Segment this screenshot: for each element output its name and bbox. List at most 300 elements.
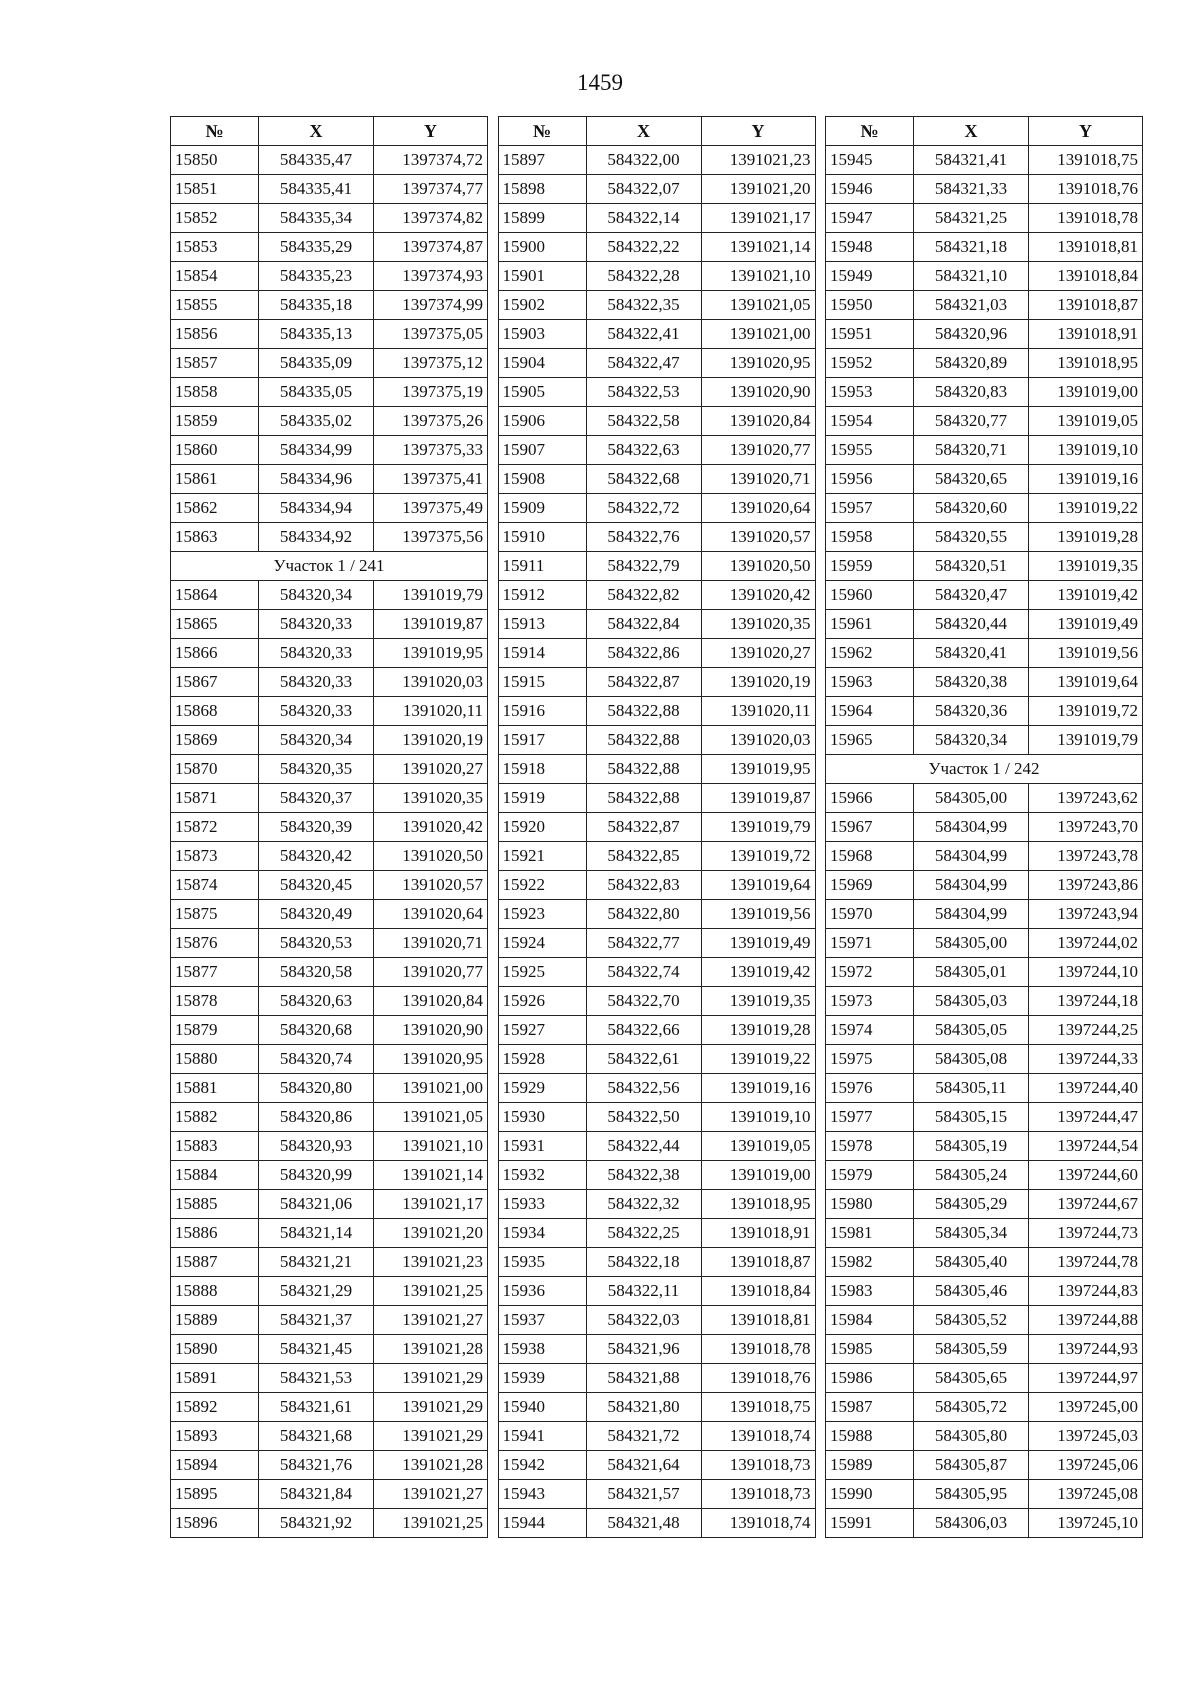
x-coordinate: 584322,03 xyxy=(586,1306,701,1335)
x-coordinate: 584305,59 xyxy=(914,1335,1029,1364)
point-number: 15936 xyxy=(498,1277,586,1306)
y-coordinate: 1391020,11 xyxy=(374,697,488,726)
x-coordinate: 584322,79 xyxy=(586,552,701,581)
point-number: 15903 xyxy=(498,320,586,349)
table-row xyxy=(171,204,488,233)
point-number: 15978 xyxy=(826,1132,914,1161)
y-coordinate: 1391018,81 xyxy=(1029,233,1143,262)
table-row xyxy=(498,1364,815,1393)
y-coordinate: 1391019,87 xyxy=(374,610,488,639)
y-coordinate: 1391021,25 xyxy=(374,1277,488,1306)
page-number: 1459 xyxy=(577,70,623,95)
table-row xyxy=(826,1364,1143,1393)
point-number: 15891 xyxy=(171,1364,259,1393)
y-coordinate: 1391018,95 xyxy=(701,1190,815,1219)
point-number: 15862 xyxy=(171,494,259,523)
point-number: 15864 xyxy=(171,581,259,610)
y-coordinate: 1391018,73 xyxy=(701,1451,815,1480)
table-row xyxy=(826,987,1143,1016)
x-coordinate: 584322,88 xyxy=(586,726,701,755)
table-row xyxy=(826,1190,1143,1219)
y-coordinate: 1391020,35 xyxy=(374,784,488,813)
point-number: 15921 xyxy=(498,842,586,871)
point-number: 15960 xyxy=(826,581,914,610)
y-coordinate: 1397375,12 xyxy=(374,349,488,378)
x-coordinate: 584321,64 xyxy=(586,1451,701,1480)
point-number: 15923 xyxy=(498,900,586,929)
y-coordinate: 1391019,16 xyxy=(1029,465,1143,494)
x-coordinate: 584320,33 xyxy=(259,697,374,726)
table-row xyxy=(171,262,488,291)
header-x: X xyxy=(586,117,701,146)
x-coordinate: 584305,34 xyxy=(914,1219,1029,1248)
y-coordinate: 1397244,73 xyxy=(1029,1219,1143,1248)
table-row xyxy=(498,1451,815,1480)
y-coordinate: 1397375,05 xyxy=(374,320,488,349)
y-coordinate: 1397244,10 xyxy=(1029,958,1143,987)
table-row xyxy=(171,755,488,784)
x-coordinate: 584305,00 xyxy=(914,784,1029,813)
point-number: 15919 xyxy=(498,784,586,813)
point-number: 15928 xyxy=(498,1045,586,1074)
point-number: 15873 xyxy=(171,842,259,871)
point-number: 15859 xyxy=(171,407,259,436)
table-row xyxy=(826,407,1143,436)
table-row xyxy=(171,465,488,494)
y-coordinate: 1397374,93 xyxy=(374,262,488,291)
point-number: 15926 xyxy=(498,987,586,1016)
y-coordinate: 1391019,10 xyxy=(701,1103,815,1132)
point-number: 15953 xyxy=(826,378,914,407)
x-coordinate: 584304,99 xyxy=(914,842,1029,871)
x-coordinate: 584320,83 xyxy=(914,378,1029,407)
y-coordinate: 1391021,20 xyxy=(374,1219,488,1248)
point-number: 15884 xyxy=(171,1161,259,1190)
point-number: 15964 xyxy=(826,697,914,726)
y-coordinate: 1391019,56 xyxy=(701,900,815,929)
y-coordinate: 1391021,25 xyxy=(374,1509,488,1538)
y-coordinate: 1391020,50 xyxy=(374,842,488,871)
x-coordinate: 584305,40 xyxy=(914,1248,1029,1277)
point-number: 15934 xyxy=(498,1219,586,1248)
x-coordinate: 584335,34 xyxy=(259,204,374,233)
x-coordinate: 584321,03 xyxy=(914,291,1029,320)
x-coordinate: 584322,66 xyxy=(586,1016,701,1045)
table-row xyxy=(498,958,815,987)
point-number: 15899 xyxy=(498,204,586,233)
x-coordinate: 584322,63 xyxy=(586,436,701,465)
x-coordinate: 584322,47 xyxy=(586,349,701,378)
y-coordinate: 1391019,00 xyxy=(701,1161,815,1190)
x-coordinate: 584305,05 xyxy=(914,1016,1029,1045)
y-coordinate: 1391018,74 xyxy=(701,1509,815,1538)
point-number: 15917 xyxy=(498,726,586,755)
y-coordinate: 1397244,83 xyxy=(1029,1277,1143,1306)
y-coordinate: 1391018,76 xyxy=(701,1364,815,1393)
x-coordinate: 584321,10 xyxy=(914,262,1029,291)
point-number: 15877 xyxy=(171,958,259,987)
y-coordinate: 1391019,79 xyxy=(374,581,488,610)
x-coordinate: 584322,28 xyxy=(586,262,701,291)
table-row xyxy=(826,1277,1143,1306)
point-number: 15875 xyxy=(171,900,259,929)
table-row xyxy=(826,233,1143,262)
x-coordinate: 584322,85 xyxy=(586,842,701,871)
table-row xyxy=(171,1219,488,1248)
point-number: 15983 xyxy=(826,1277,914,1306)
table-row xyxy=(498,581,815,610)
x-coordinate: 584321,48 xyxy=(586,1509,701,1538)
y-coordinate: 1391021,14 xyxy=(374,1161,488,1190)
point-number: 15892 xyxy=(171,1393,259,1422)
y-coordinate: 1397243,62 xyxy=(1029,784,1143,813)
x-coordinate: 584322,00 xyxy=(586,146,701,175)
y-coordinate: 1391021,28 xyxy=(374,1335,488,1364)
x-coordinate: 584305,52 xyxy=(914,1306,1029,1335)
point-number: 15925 xyxy=(498,958,586,987)
point-number: 15870 xyxy=(171,755,259,784)
point-number: 15935 xyxy=(498,1248,586,1277)
y-coordinate: 1391019,64 xyxy=(1029,668,1143,697)
y-coordinate: 1391020,84 xyxy=(701,407,815,436)
point-number: 15989 xyxy=(826,1451,914,1480)
y-coordinate: 1397244,18 xyxy=(1029,987,1143,1016)
point-number: 15878 xyxy=(171,987,259,1016)
point-number: 15952 xyxy=(826,349,914,378)
coordinate-table xyxy=(498,116,816,1538)
x-coordinate: 584321,33 xyxy=(914,175,1029,204)
point-number: 15972 xyxy=(826,958,914,987)
y-coordinate: 1391021,28 xyxy=(374,1451,488,1480)
y-coordinate: 1391019,35 xyxy=(1029,552,1143,581)
point-number: 15860 xyxy=(171,436,259,465)
y-coordinate: 1397243,86 xyxy=(1029,871,1143,900)
x-coordinate: 584320,38 xyxy=(914,668,1029,697)
table-row xyxy=(171,1393,488,1422)
x-coordinate: 584321,76 xyxy=(259,1451,374,1480)
x-coordinate: 584304,99 xyxy=(914,813,1029,842)
point-number: 15855 xyxy=(171,291,259,320)
y-coordinate: 1397244,54 xyxy=(1029,1132,1143,1161)
point-number: 15856 xyxy=(171,320,259,349)
table-row xyxy=(171,1306,488,1335)
x-coordinate: 584322,87 xyxy=(586,668,701,697)
point-number: 15943 xyxy=(498,1480,586,1509)
y-coordinate: 1391018,87 xyxy=(701,1248,815,1277)
table-row xyxy=(171,1480,488,1509)
y-coordinate: 1391020,71 xyxy=(374,929,488,958)
table-row xyxy=(826,552,1143,581)
y-coordinate: 1391021,00 xyxy=(701,320,815,349)
table-row xyxy=(498,871,815,900)
table-row xyxy=(171,1422,488,1451)
x-coordinate: 584320,44 xyxy=(914,610,1029,639)
x-coordinate: 584321,45 xyxy=(259,1335,374,1364)
y-coordinate: 1391018,75 xyxy=(1029,146,1143,175)
x-coordinate: 584320,36 xyxy=(914,697,1029,726)
point-number: 15970 xyxy=(826,900,914,929)
x-coordinate: 584320,71 xyxy=(914,436,1029,465)
y-coordinate: 1397375,49 xyxy=(374,494,488,523)
y-coordinate: 1391019,49 xyxy=(1029,610,1143,639)
y-coordinate: 1391020,64 xyxy=(374,900,488,929)
point-number: 15907 xyxy=(498,436,586,465)
table-row xyxy=(171,1364,488,1393)
point-number: 15874 xyxy=(171,871,259,900)
x-coordinate: 584322,44 xyxy=(586,1132,701,1161)
table-row xyxy=(826,726,1143,755)
point-number: 15932 xyxy=(498,1161,586,1190)
table-row xyxy=(171,813,488,842)
table-row xyxy=(498,1219,815,1248)
x-coordinate: 584320,33 xyxy=(259,610,374,639)
point-number: 15981 xyxy=(826,1219,914,1248)
y-coordinate: 1391020,03 xyxy=(374,668,488,697)
y-coordinate: 1391018,91 xyxy=(1029,320,1143,349)
point-number: 15887 xyxy=(171,1248,259,1277)
point-number: 15888 xyxy=(171,1277,259,1306)
point-number: 15985 xyxy=(826,1335,914,1364)
table-row xyxy=(826,639,1143,668)
y-coordinate: 1391019,56 xyxy=(1029,639,1143,668)
point-number: 15950 xyxy=(826,291,914,320)
table-row xyxy=(498,1509,815,1538)
x-coordinate: 584322,07 xyxy=(586,175,701,204)
x-coordinate: 584322,86 xyxy=(586,639,701,668)
x-coordinate: 584334,94 xyxy=(259,494,374,523)
table-row xyxy=(826,146,1143,175)
y-coordinate: 1391020,03 xyxy=(701,726,815,755)
x-coordinate: 584322,80 xyxy=(586,900,701,929)
table-row xyxy=(498,146,815,175)
header-number: № xyxy=(498,117,586,146)
point-number: 15938 xyxy=(498,1335,586,1364)
x-coordinate: 584321,29 xyxy=(259,1277,374,1306)
y-coordinate: 1391021,20 xyxy=(701,175,815,204)
table-row xyxy=(171,1074,488,1103)
table-row xyxy=(498,1074,815,1103)
table-row xyxy=(498,784,815,813)
point-number: 15969 xyxy=(826,871,914,900)
y-coordinate: 1391018,81 xyxy=(701,1306,815,1335)
point-number: 15911 xyxy=(498,552,586,581)
point-number: 15948 xyxy=(826,233,914,262)
point-number: 15882 xyxy=(171,1103,259,1132)
table-row xyxy=(498,465,815,494)
table-row xyxy=(498,1335,815,1364)
x-coordinate: 584321,57 xyxy=(586,1480,701,1509)
y-coordinate: 1391019,87 xyxy=(701,784,815,813)
x-coordinate: 584322,88 xyxy=(586,755,701,784)
table-row xyxy=(826,1103,1143,1132)
table-row xyxy=(498,436,815,465)
table-row xyxy=(171,1045,488,1074)
y-coordinate: 1391020,19 xyxy=(701,668,815,697)
x-coordinate: 584321,92 xyxy=(259,1509,374,1538)
point-number: 15895 xyxy=(171,1480,259,1509)
header-x: X xyxy=(259,117,374,146)
y-coordinate: 1391020,35 xyxy=(701,610,815,639)
point-number: 15946 xyxy=(826,175,914,204)
y-coordinate: 1397375,19 xyxy=(374,378,488,407)
point-number: 15881 xyxy=(171,1074,259,1103)
table-row xyxy=(826,320,1143,349)
table-row xyxy=(826,697,1143,726)
y-coordinate: 1397375,33 xyxy=(374,436,488,465)
point-number: 15853 xyxy=(171,233,259,262)
y-coordinate: 1391018,78 xyxy=(1029,204,1143,233)
y-coordinate: 1397374,99 xyxy=(374,291,488,320)
point-number: 15867 xyxy=(171,668,259,697)
table-row xyxy=(171,900,488,929)
point-number: 15915 xyxy=(498,668,586,697)
x-coordinate: 584304,99 xyxy=(914,871,1029,900)
table-row xyxy=(498,697,815,726)
x-coordinate: 584305,00 xyxy=(914,929,1029,958)
table-row xyxy=(826,958,1143,987)
y-coordinate: 1391020,77 xyxy=(374,958,488,987)
x-coordinate: 584322,77 xyxy=(586,929,701,958)
point-number: 15991 xyxy=(826,1509,914,1538)
y-coordinate: 1391021,00 xyxy=(374,1074,488,1103)
table-row xyxy=(498,813,815,842)
table-row xyxy=(171,958,488,987)
x-coordinate: 584335,47 xyxy=(259,146,374,175)
x-coordinate: 584304,99 xyxy=(914,900,1029,929)
x-coordinate: 584322,83 xyxy=(586,871,701,900)
point-number: 15951 xyxy=(826,320,914,349)
point-number: 15988 xyxy=(826,1422,914,1451)
point-number: 15854 xyxy=(171,262,259,291)
x-coordinate: 584305,19 xyxy=(914,1132,1029,1161)
point-number: 15889 xyxy=(171,1306,259,1335)
x-coordinate: 584305,80 xyxy=(914,1422,1029,1451)
y-coordinate: 1391019,64 xyxy=(701,871,815,900)
point-number: 15922 xyxy=(498,871,586,900)
coordinate-table xyxy=(170,116,488,1538)
x-coordinate: 584334,99 xyxy=(259,436,374,465)
x-coordinate: 584320,37 xyxy=(259,784,374,813)
section-row xyxy=(171,552,488,581)
section-label: Участок 1 / 241 xyxy=(171,552,488,581)
x-coordinate: 584334,92 xyxy=(259,523,374,552)
y-coordinate: 1391020,90 xyxy=(701,378,815,407)
x-coordinate: 584334,96 xyxy=(259,465,374,494)
header-row xyxy=(171,117,488,146)
point-number: 15893 xyxy=(171,1422,259,1451)
x-coordinate: 584320,65 xyxy=(914,465,1029,494)
table-row xyxy=(171,407,488,436)
point-number: 15906 xyxy=(498,407,586,436)
x-coordinate: 584305,72 xyxy=(914,1393,1029,1422)
table-row xyxy=(171,436,488,465)
x-coordinate: 584322,61 xyxy=(586,1045,701,1074)
y-coordinate: 1397375,56 xyxy=(374,523,488,552)
x-coordinate: 584321,18 xyxy=(914,233,1029,262)
point-number: 15912 xyxy=(498,581,586,610)
table-row xyxy=(826,378,1143,407)
y-coordinate: 1391018,91 xyxy=(701,1219,815,1248)
point-number: 15902 xyxy=(498,291,586,320)
table-row xyxy=(498,755,815,784)
y-coordinate: 1391019,28 xyxy=(1029,523,1143,552)
x-coordinate: 584320,33 xyxy=(259,668,374,697)
x-coordinate: 584322,25 xyxy=(586,1219,701,1248)
point-number: 15986 xyxy=(826,1364,914,1393)
point-number: 15857 xyxy=(171,349,259,378)
point-number: 15974 xyxy=(826,1016,914,1045)
table-row xyxy=(171,871,488,900)
point-number: 15866 xyxy=(171,639,259,668)
table-row xyxy=(171,1016,488,1045)
table-row xyxy=(498,204,815,233)
y-coordinate: 1391020,84 xyxy=(374,987,488,1016)
y-coordinate: 1391019,28 xyxy=(701,1016,815,1045)
coordinate-tables xyxy=(170,116,1143,1538)
x-coordinate: 584320,42 xyxy=(259,842,374,871)
x-coordinate: 584321,72 xyxy=(586,1422,701,1451)
table-row xyxy=(171,349,488,378)
table-row xyxy=(498,1103,815,1132)
table-row xyxy=(498,1016,815,1045)
point-number: 15898 xyxy=(498,175,586,204)
x-coordinate: 584322,18 xyxy=(586,1248,701,1277)
x-coordinate: 584320,63 xyxy=(259,987,374,1016)
table-row xyxy=(826,436,1143,465)
point-number: 15958 xyxy=(826,523,914,552)
point-number: 15955 xyxy=(826,436,914,465)
header-number: № xyxy=(171,117,259,146)
x-coordinate: 584322,58 xyxy=(586,407,701,436)
x-coordinate: 584322,74 xyxy=(586,958,701,987)
x-coordinate: 584320,68 xyxy=(259,1016,374,1045)
y-coordinate: 1397244,40 xyxy=(1029,1074,1143,1103)
table-row xyxy=(826,900,1143,929)
x-coordinate: 584321,41 xyxy=(914,146,1029,175)
y-coordinate: 1397244,88 xyxy=(1029,1306,1143,1335)
y-coordinate: 1391019,42 xyxy=(701,958,815,987)
y-coordinate: 1391019,05 xyxy=(701,1132,815,1161)
table-row xyxy=(171,784,488,813)
point-number: 15883 xyxy=(171,1132,259,1161)
x-coordinate: 584335,09 xyxy=(259,349,374,378)
table-row xyxy=(171,929,488,958)
x-coordinate: 584320,41 xyxy=(914,639,1029,668)
table-row xyxy=(171,987,488,1016)
table-row xyxy=(171,581,488,610)
point-number: 15861 xyxy=(171,465,259,494)
y-coordinate: 1397244,02 xyxy=(1029,929,1143,958)
point-number: 15890 xyxy=(171,1335,259,1364)
table-row xyxy=(498,1277,815,1306)
y-coordinate: 1391020,95 xyxy=(374,1045,488,1074)
table-row xyxy=(498,1045,815,1074)
table-row xyxy=(171,378,488,407)
x-coordinate: 584335,23 xyxy=(259,262,374,291)
table-row xyxy=(171,320,488,349)
y-coordinate: 1391018,76 xyxy=(1029,175,1143,204)
point-number: 15871 xyxy=(171,784,259,813)
x-coordinate: 584321,96 xyxy=(586,1335,701,1364)
x-coordinate: 584305,87 xyxy=(914,1451,1029,1480)
y-coordinate: 1391019,79 xyxy=(1029,726,1143,755)
y-coordinate: 1391018,84 xyxy=(1029,262,1143,291)
point-number: 15920 xyxy=(498,813,586,842)
point-number: 15937 xyxy=(498,1306,586,1335)
x-coordinate: 584320,39 xyxy=(259,813,374,842)
x-coordinate: 584322,84 xyxy=(586,610,701,639)
table-row xyxy=(826,523,1143,552)
